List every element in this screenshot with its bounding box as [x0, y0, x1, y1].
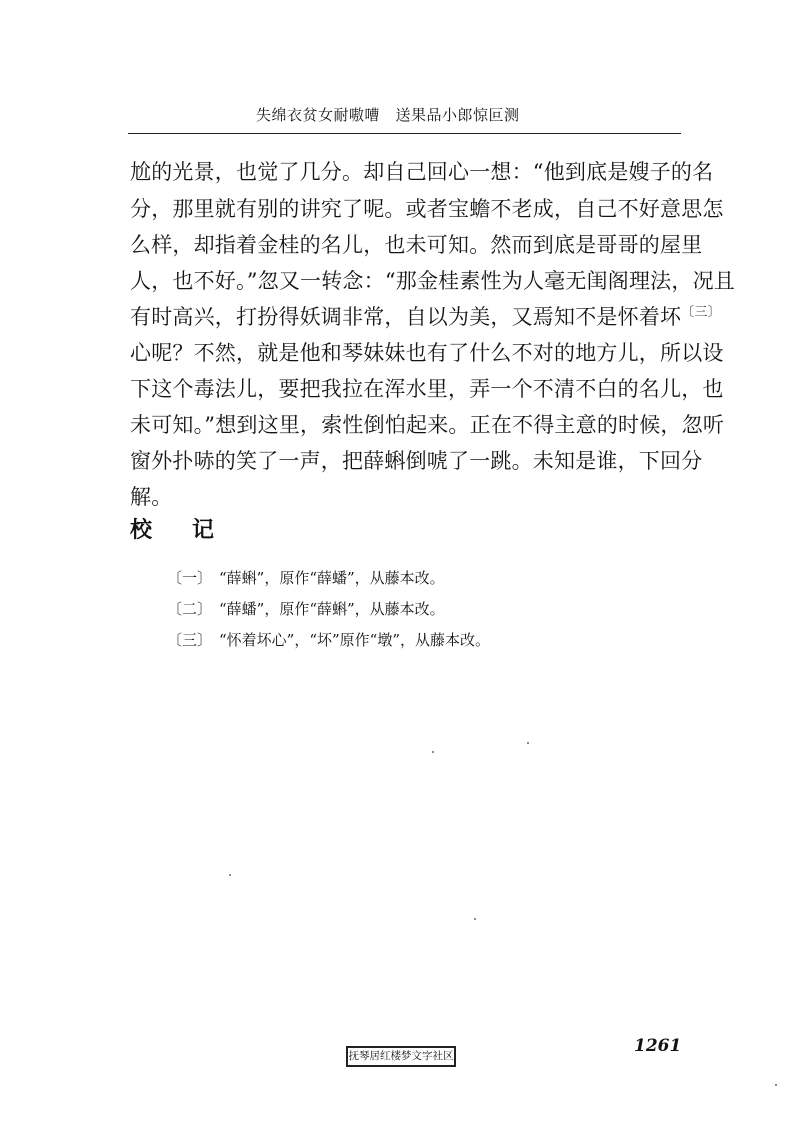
source-stamp: 抚琴居红楼梦文字社区 [346, 1046, 456, 1067]
section-title: 校记 [130, 517, 255, 543]
body-line-9: 窗外扑哧的笑了一声，把薛蝌倒唬了一跳。未知是谁，下回分 [130, 449, 703, 473]
note-item-3 [167, 629, 490, 650]
scan-speck [432, 751, 434, 753]
note-text: “怀着坏心”，“坏”原作“墩”，从藤本改。 [219, 631, 491, 649]
note-number: 〔三〕 [167, 631, 213, 649]
note-text: “薛蝌”，原作“薛蟠”，从藤本改。 [219, 569, 445, 587]
note-reference-3: 〔三〕 [681, 305, 721, 320]
header-rule [128, 133, 681, 134]
page-number: 1261 [634, 1036, 682, 1056]
scan-speck [527, 742, 529, 744]
note-item-2 [167, 598, 445, 619]
note-number: 〔二〕 [167, 600, 213, 618]
body-line-10: 解。 [130, 485, 173, 509]
body-line-5-text: 有时高兴，打扮得妖调非常，自以为美，又焉知不是怀着坏 [130, 305, 682, 329]
note-number: 〔一〕 [167, 569, 213, 587]
note-item-1 [167, 567, 445, 588]
scan-speck [474, 918, 476, 920]
body-line-5 [130, 301, 721, 331]
body-line-6: 心呢？不然，就是他和琴妹妹也有了什么不对的地方儿，所以设 [130, 341, 724, 365]
body-line-8: 未可知。”想到这里，索性倒怕起来。正在不得主意的时候，忽听 [130, 413, 725, 437]
body-line-4: 人，也不好。”忽又一转念：“那金桂素性为人毫无闺阁理法，况且 [130, 269, 735, 293]
body-line-2: 分，那里就有别的讲究了呢。或者宝蟾不老成，自己不好意思怎 [130, 197, 724, 221]
body-line-7: 下这个毒法儿，要把我拉在浑水里，弄一个不清不白的名儿，也 [130, 377, 724, 401]
scan-speck [229, 874, 231, 876]
running-head: 失绵衣贫女耐嗷嘈 送果品小郎惊叵测 [256, 106, 520, 124]
note-text: “薛蟠”，原作“薛蝌”，从藤本改。 [219, 600, 445, 618]
body-line-1: 尬的光景，也觉了几分。却自己回心一想：“他到底是嫂子的名 [130, 160, 714, 184]
scan-speck [775, 1084, 777, 1086]
body-line-3: 么样，却指着金桂的名儿，也未可知。然而到底是哥哥的屋里 [130, 233, 703, 257]
